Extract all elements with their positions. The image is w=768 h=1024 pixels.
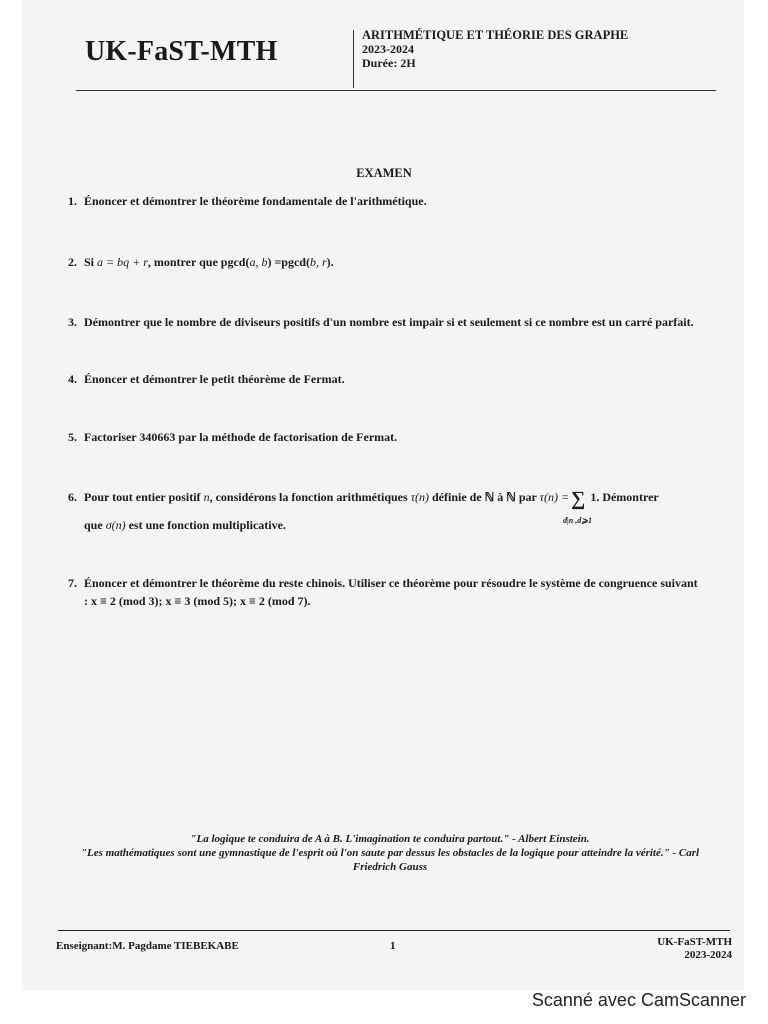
scanner-watermark: Scanné avec CamScanner bbox=[531, 990, 746, 1010]
summation-symbol: ∑ d|n ,d⩾1 bbox=[571, 488, 585, 510]
question-4: 4. Énoncer et démontrer le petit théorème de Fermat. bbox=[68, 372, 345, 386]
footer-rule bbox=[58, 930, 730, 931]
question-5: 5. Factoriser 340663 par la méthode de factorisation de Fermat. bbox=[68, 430, 398, 444]
quote-gauss: "Les mathématiques sont une gymnastique de l'esprit où l'on saute par dessus les obstacles de la logique pour atteindre la vérité." - Carl bbox=[80, 847, 700, 859]
question-6-continuation: que σ(n) est une fonction multiplicative. bbox=[84, 518, 286, 532]
exam-title: EXAMEN bbox=[356, 166, 412, 180]
quotes-block bbox=[50, 832, 730, 874]
question-3: 3. Démontrer que le nombre de diviseurs positifs d'un nombre est impair si et seulement si ce nombre est un carré parfait. bbox=[68, 315, 694, 329]
question-6: 6. Pour tout entier positif n, considérons la fonction arithmétiques τ(n) définie de ℕ à ℕ par τ(n) = ∑ d|n ,d⩾1 1. Démontrer que σ(n) est une fonction multiplicative. bbox=[68, 486, 659, 536]
quote-einstein: "La logique te conduira de A à B. L'imagination te conduira partout." - Albert Einstein. bbox=[190, 833, 590, 845]
question-7-continuation: : x ≡ 2 (mod 3); x ≡ 3 (mod 5); x ≡ 2 (mod 7). bbox=[84, 594, 311, 608]
course-title: ARITHMÉTIQUE ET THÉORIE DES GRAPHE bbox=[362, 28, 629, 42]
teacher-name: Enseignant:M. Pagdame TIEBEKABE bbox=[56, 940, 239, 952]
exam-duration: Durée: 2H bbox=[362, 56, 416, 70]
header-divider bbox=[353, 30, 354, 88]
question-1: 1. Énoncer et démontrer le théorème fondamentale de l'arithmétique. bbox=[68, 194, 427, 208]
exam-header bbox=[40, 28, 720, 90]
academic-year: 2023-2024 bbox=[362, 42, 414, 56]
quote-gauss-author: Friedrich Gauss bbox=[352, 861, 428, 873]
summation-subscript: d|n ,d⩾1 bbox=[563, 516, 592, 525]
institution-title: UK-FaST-MTH bbox=[85, 36, 278, 67]
header-rule bbox=[76, 90, 716, 91]
footer-institution: UK-FaST-MTH 2023-2024 bbox=[657, 936, 732, 961]
question-7: 7. Énoncer et démontrer le théorème du reste chinois. Utiliser ce théorème pour résoudre le système de congruence suivant : x ≡ 2 (mod 3); x ≡ 3 (mod 5); x ≡ 2 (mod 7). bbox=[68, 572, 738, 612]
course-meta bbox=[362, 28, 628, 70]
page-number: 1 bbox=[390, 940, 396, 952]
question-2: 2. Si a = bq + r, montrer que pgcd(a, b) =pgcd(b, r). bbox=[68, 255, 334, 269]
